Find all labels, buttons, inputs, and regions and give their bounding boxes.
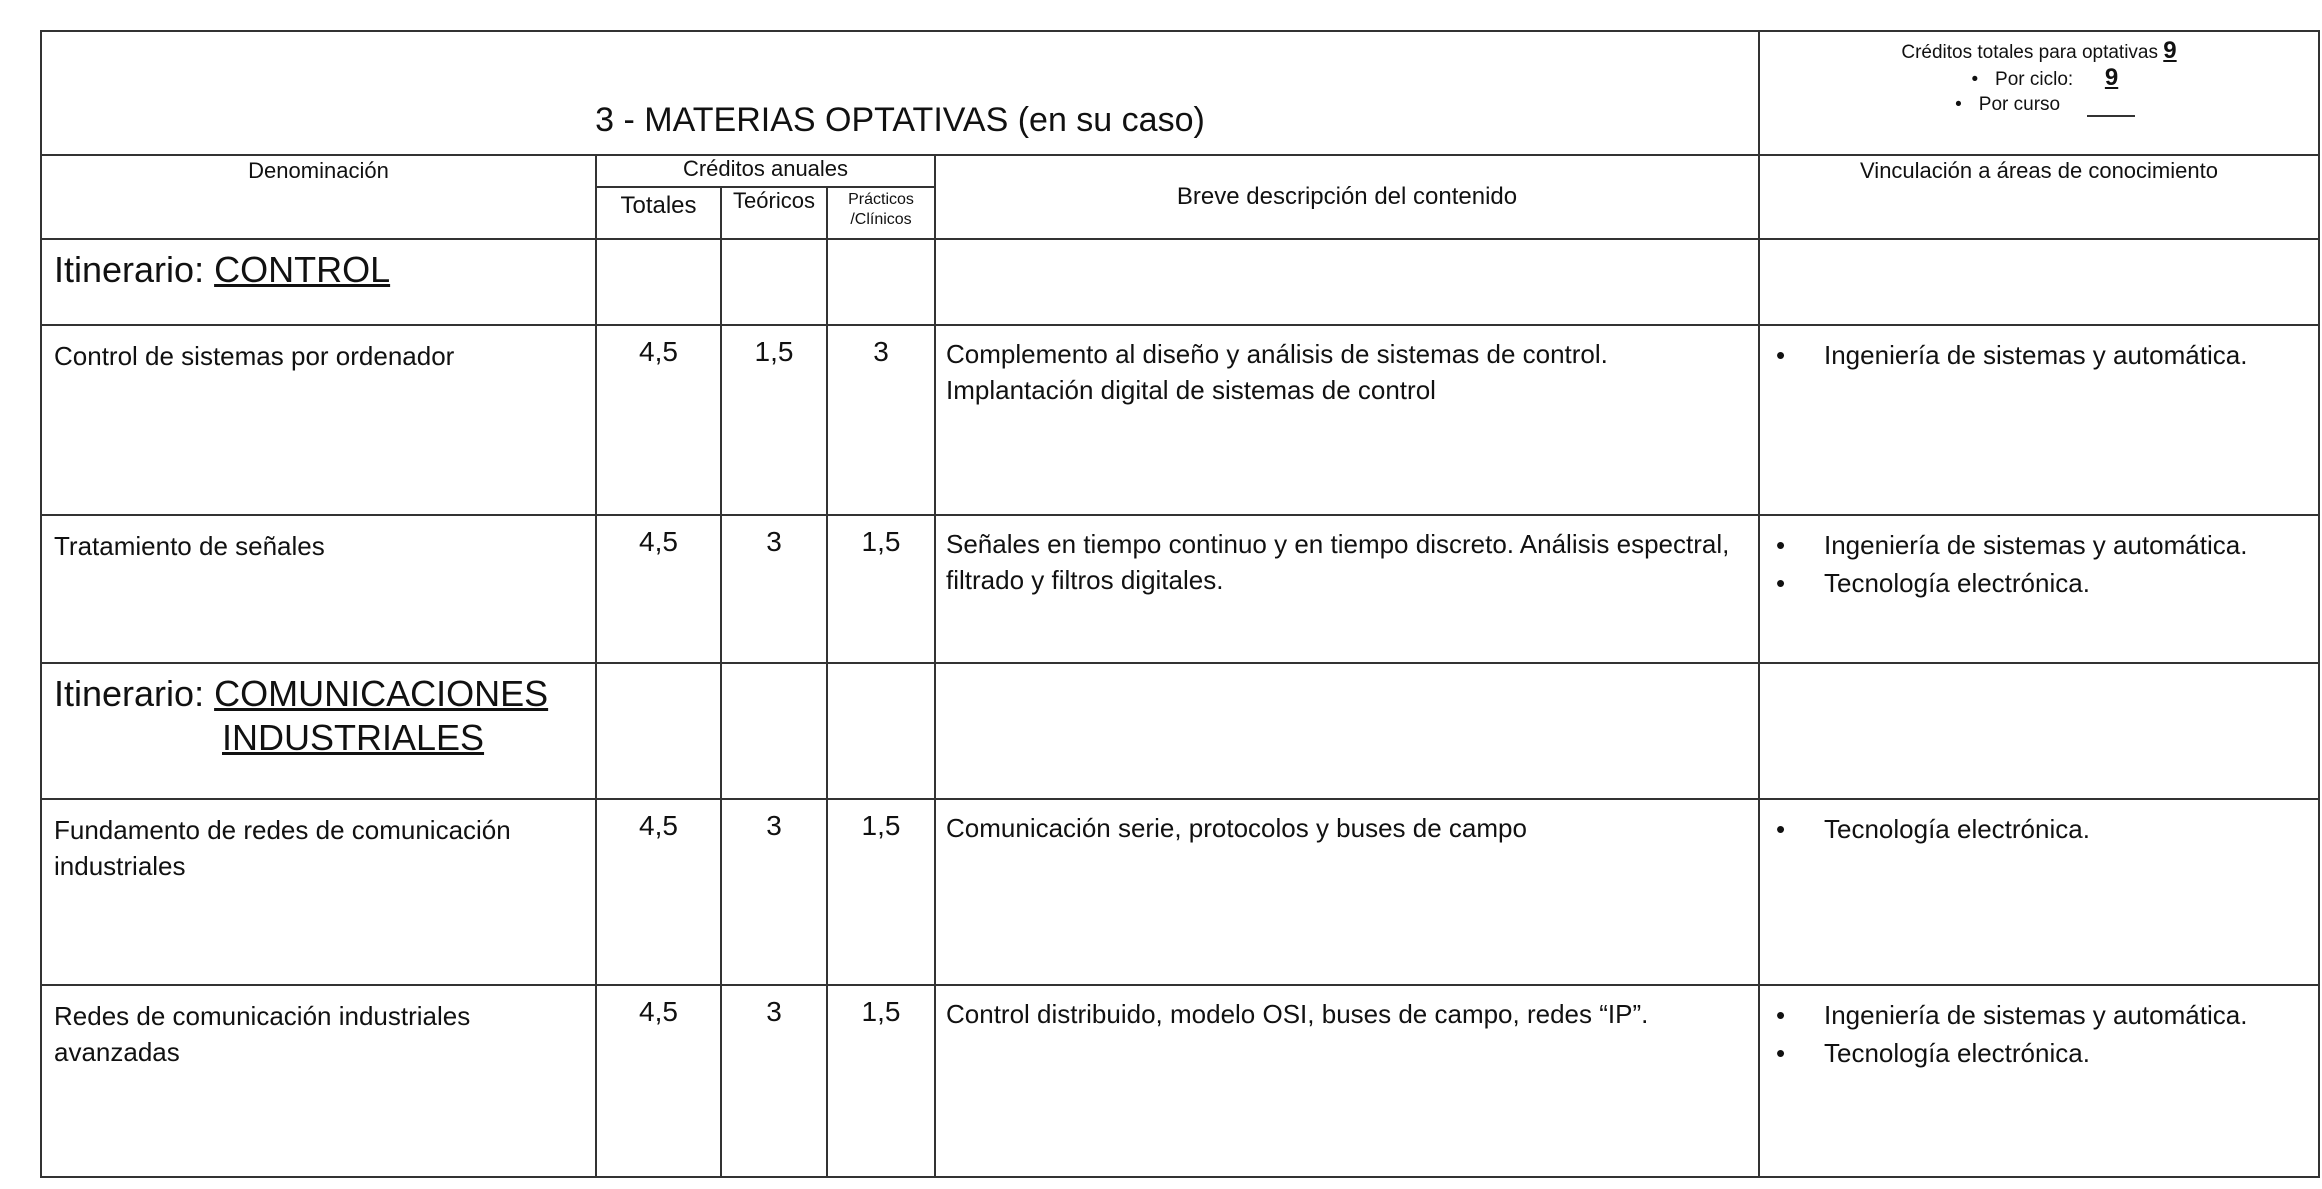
- itinerario-row: [41, 663, 2319, 799]
- creditos-practicos: 1,5: [827, 799, 935, 985]
- col-header-denominacion-text: Denominación: [248, 158, 389, 183]
- itinerario-control: [41, 239, 596, 325]
- creditos-totales: 4,5: [596, 985, 721, 1177]
- itinerario-prefix: Itinerario:: [54, 673, 205, 714]
- page-title-text: 3 - MATERIAS OPTATIVAS (en su caso): [595, 101, 1205, 139]
- credits-summary: [1759, 31, 2319, 155]
- itinerario-row: [41, 239, 2319, 325]
- table-row: [41, 799, 2319, 985]
- col-header-totales-text: Totales: [620, 192, 697, 219]
- area-item: • Ingeniería de sistemas y automática.: [1770, 996, 2318, 1034]
- col-header-creditos-anuales: [596, 155, 935, 187]
- itinerario-prefix: Itinerario:: [54, 249, 205, 290]
- col-header-practicos: [827, 187, 935, 239]
- subject-areas: [1759, 325, 2319, 515]
- subject-description: Señales en tiempo continuo y en tiempo discreto. Análisis espectral, filtrado y filtros digitales.: [935, 515, 1759, 663]
- optativas-table: [40, 30, 2320, 1178]
- col-header-teoricos-text: Teóricos: [733, 188, 815, 213]
- table-row: [41, 325, 2319, 515]
- empty-cell: [827, 663, 935, 799]
- subject-description: Control distribuido, modelo OSI, buses de campo, redes “IP”.: [935, 985, 1759, 1177]
- empty-cell: [721, 663, 827, 799]
- creditos-totales: 4,5: [596, 799, 721, 985]
- por-ciclo-value: 9: [2104, 64, 2119, 91]
- creditos-totales: 4,5: [596, 325, 721, 515]
- creditos-teoricos: 3: [721, 985, 827, 1177]
- table-row: [41, 985, 2319, 1177]
- col-header-vinculacion-text: Vinculación a áreas de conocimiento: [1860, 158, 2218, 183]
- itinerario-name-line1: COMUNICACIONES: [214, 673, 549, 714]
- subject-name: Fundamento de redes de comunicación industriales: [41, 799, 596, 985]
- empty-cell: [935, 239, 1759, 325]
- itinerario-comunicaciones: [41, 663, 596, 799]
- area-item: • Tecnología electrónica.: [1770, 810, 2318, 848]
- col-header-totales: [596, 187, 721, 239]
- bullet-icon: •: [1955, 94, 1962, 115]
- creditos-practicos: 1,5: [827, 515, 935, 663]
- creditos-practicos: 3: [827, 325, 935, 515]
- table-row: [41, 515, 2319, 663]
- subject-name: Redes de comunicación industriales avanzadas: [41, 985, 596, 1177]
- subject-name: Tratamiento de señales: [41, 515, 596, 663]
- creditos-teoricos: 3: [721, 515, 827, 663]
- area-item: • Tecnología electrónica.: [1770, 1034, 2318, 1072]
- creditos-practicos: 1,5: [827, 985, 935, 1177]
- por-curso-label: Por curso: [1978, 94, 2061, 115]
- area-item: • Ingeniería de sistemas y automática.: [1770, 336, 2318, 374]
- subject-areas: [1759, 799, 2319, 985]
- empty-cell: [721, 239, 827, 325]
- subject-areas: [1759, 985, 2319, 1177]
- area-item: • Tecnología electrónica.: [1770, 564, 2318, 602]
- empty-cell: [1759, 239, 2319, 325]
- empty-cell: [596, 239, 721, 325]
- creditos-totales: 4,5: [596, 515, 721, 663]
- subject-areas: [1759, 515, 2319, 663]
- empty-cell: [935, 663, 1759, 799]
- por-ciclo-label: Por ciclo:: [1995, 69, 2074, 90]
- subject-description: Comunicación serie, protocolos y buses de campo: [935, 799, 1759, 985]
- subject-description: Complemento al diseño y análisis de sistemas de control. Implantación digital de sistemas de control: [935, 325, 1759, 515]
- empty-cell: [1759, 663, 2319, 799]
- empty-cell: [827, 239, 935, 325]
- col-header-creditos-anuales-text: Créditos anuales: [682, 156, 849, 181]
- col-header-practicos-text: Prácticos /Clínicos: [848, 191, 914, 228]
- itinerario-name-line2: INDUSTRIALES: [222, 717, 485, 758]
- bullet-icon: •: [1971, 69, 1979, 90]
- credits-total-label: Créditos totales para optativas: [1901, 42, 2158, 63]
- col-header-teoricos: [721, 187, 827, 239]
- por-curso-blank: [2087, 97, 2135, 117]
- page-title: [41, 31, 1759, 155]
- area-item: • Ingeniería de sistemas y automática.: [1770, 526, 2318, 564]
- credits-total-value: 9: [2163, 37, 2177, 64]
- document-sheet: [40, 30, 2318, 1180]
- col-header-vinculacion: [1759, 155, 2319, 239]
- itinerario-name: CONTROL: [214, 249, 391, 290]
- empty-cell: [596, 663, 721, 799]
- col-header-denominacion: [41, 155, 596, 239]
- col-header-descripcion-text: Breve descripción del contenido: [1176, 183, 1518, 210]
- subject-name: Control de sistemas por ordenador: [41, 325, 596, 515]
- col-header-descripcion: [935, 155, 1759, 239]
- creditos-teoricos: 1,5: [721, 325, 827, 515]
- creditos-teoricos: 3: [721, 799, 827, 985]
